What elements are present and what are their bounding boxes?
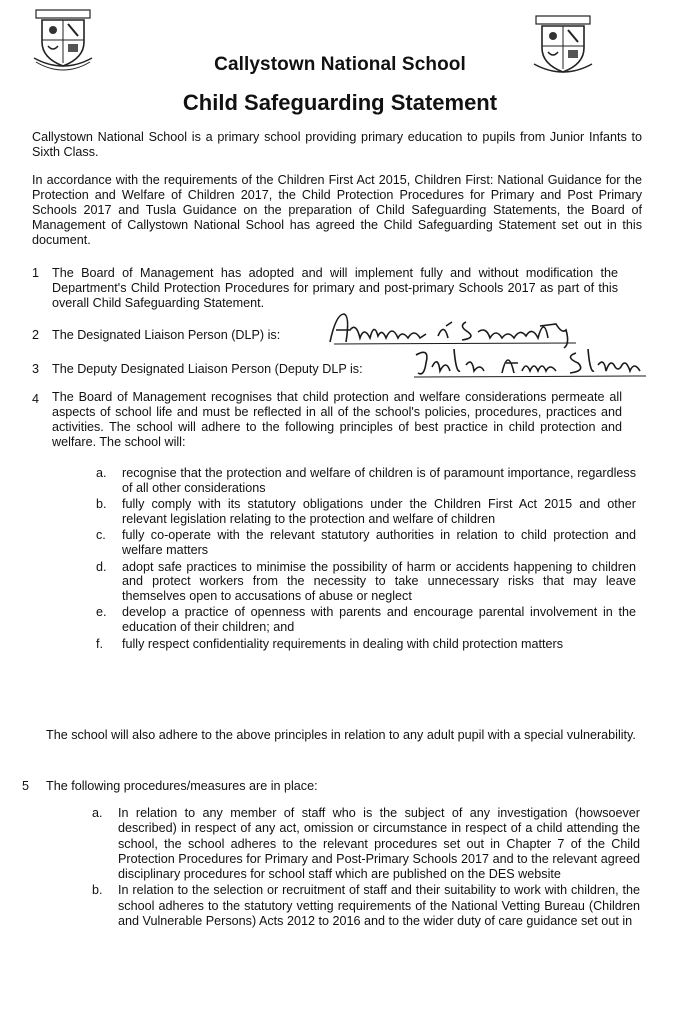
section-4-principles-list [96,466,636,651]
list-item: b. In relation to the selection or recruitment of staff and their suitability to work with children, the school adheres to the statutory vetting requirements of the National Vetting Bureau (Children and Vulnerable Persons) Acts 2012 to 2016 and to the wider duty of care guidance set out in [92,883,640,929]
section-1-number: 1 [32,266,40,280]
school-name: Callystown National School [214,54,466,75]
list-item: e. develop a practice of openness with parents and encourage parental involvement in the education of their children; and [96,605,636,634]
section-2-number: 2 [32,328,40,342]
section-5-procedures-list [92,806,640,929]
deputy-dlp-signature [410,343,650,383]
section-5-text: The following procedures/measures are in place: [46,779,318,793]
section-3-number: 3 [32,362,40,376]
deputy-dlp-label: The Deputy Designated Liaison Person (Deputy DLP is: [52,362,363,376]
list-item: d. adopt safe practices to minimise the possibility of harm or accidents happening to children and protect workers from the necessity to take unnecessary risks that may leave themselves open to accusations of abuse or neglect [96,559,636,603]
list-item: b. fully comply with its statutory obligations under the Children First Act 2015 and other relevant legislation relating to the protection and welfare of children [96,497,636,526]
section-4-number: 4 [32,392,40,406]
intro-paragraph-2: In accordance with the requirements of the Children First Act 2015, Children First: National Guidance for the Protection and Welfare of Children 2017, the Child Protection Procedures for Primary and Post Primary Schools 2017 and Tusla Guidance on the preparation of Child Safeguarding Statements, the Board of Management of Callystown National School has agreed the Child Safeguarding Statement set out in this document. [32,173,642,247]
document-title: Child Safeguarding Statement [182,90,498,115]
list-item: a. recognise that the protection and welfare of children is of paramount importance, regardless of all other considerations [96,466,636,495]
section-5-number: 5 [22,779,30,793]
section-4-text: The Board of Management recognises that child protection and welfare considerations permeate all aspects of school life and must be reflected in all of the school's policies, procedures, practices and activities. The school will adhere to the following principles of best practice in child protection and welfare. The school will: [52,390,622,449]
section-4-closing: The school will also adhere to the above principles in relation to any adult pupil with a special vulnerability. [46,728,636,742]
section-1-text: The Board of Management has adopted and will implement fully and without modification the Department's Child Protection Procedures for primary and post-primary Schools 2017 as part of this overall Child Safeguarding Statement. [52,266,618,310]
list-item: f. fully respect confidentiality requirements in dealing with child protection matters [96,636,563,651]
list-item: c. fully co-operate with the relevant statutory authorities in relation to child protection and welfare matters [96,528,636,557]
dlp-label: The Designated Liaison Person (DLP) is: [52,328,281,342]
intro-paragraph-1: Callystown National School is a primary school providing primary education to pupils from Junior Infants to Sixth Class. [32,130,642,159]
list-item: a. In relation to any member of staff who is the subject of any investigation (howsoever described) in respect of any act, omission or circumstance in respect of a child attending the school, the school adheres to the relevant procedures set out in Chapter 7 of the Child Protection Procedures for Primary and Post-Primary Schools 2017 and to the relevant agreed disciplinary procedures for school staff which are published on the DES website [92,806,640,882]
